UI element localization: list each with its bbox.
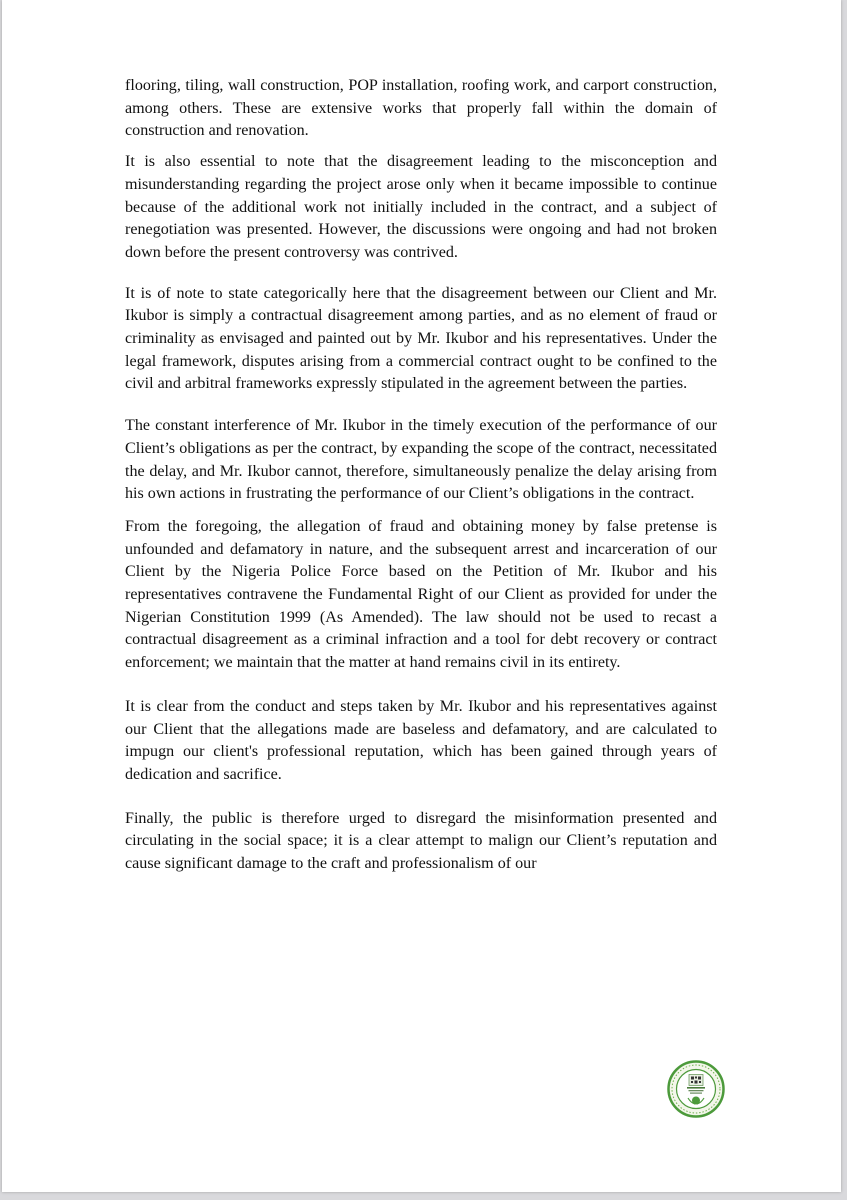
paragraph-6: It is clear from the conduct and steps taken by Mr. Ikubor and his representatives against our Client that the allegations made are baseless and defamatory, and are calculated to impugn our client's professional reputation, which has been gained through years of dedication and sacrifice. — [125, 697, 717, 783]
official-seal-icon — [667, 1060, 725, 1118]
document-body — [125, 75, 717, 876]
document-page — [2, 0, 841, 1192]
paragraph-5: From the foregoing, the allegation of fraud and obtaining money by false pretense is unfounded and defamatory in nature, and the subsequent arrest and incarceration of our Client by the Nigeria Police Force based on the Petition of Mr. Ikubor and his representatives contravene the Fundamental Right of our Client as provided for under the Nigerian Constitution 1999 (As Amended). The law should not be used to recast a contractual disagreement as a criminal infraction and a tool for debt recovery or contract enforcement; we maintain that the matter at hand remains civil in its entirety. — [125, 517, 717, 672]
paragraph-3: It is of note to state categorically here that the disagreement between our Client and Mr. Ikubor is simply a contractual disagreement among parties, and as no element of fraud or criminality as envisaged and painted out by Mr. Ikubor and his representatives. Under the legal framework, disputes arising from a commercial contract ought to be confined to the civil and arbitral frameworks expressly stipulated in the agreement between the parties. — [125, 284, 717, 393]
paragraph-1: flooring, tiling, wall construction, POP installation, roofing work, and carport construction, among others. These are extensive works that properly fall within the domain of construction and renovation. — [125, 77, 717, 140]
paragraph-4: The constant interference of Mr. Ikubor in the timely execution of the performance of our Client’s obligations as per the contract, by expanding the scope of the contract, necessitated the delay, and Mr. Ikubor cannot, therefore, simultaneously penalize the delay arising from his own actions in frustrating the performance of our Client’s obligations in the contract. — [125, 417, 717, 503]
paragraph-7: Finally, the public is therefore urged to disregard the misinformation presented and circulating in the social space; it is a clear attempt to malign our Client’s reputation and cause significant damage to the craft and professionalism of our — [125, 809, 717, 873]
paragraph-2: It is also essential to note that the disagreement leading to the misconception and misunderstanding regarding the project arose only when it became impossible to continue because of the additional work not initially included in the contract, and a subject of renegotiation was presented. However, the discussions were ongoing and had not broken down before the present controversy was contrived. — [125, 153, 717, 261]
